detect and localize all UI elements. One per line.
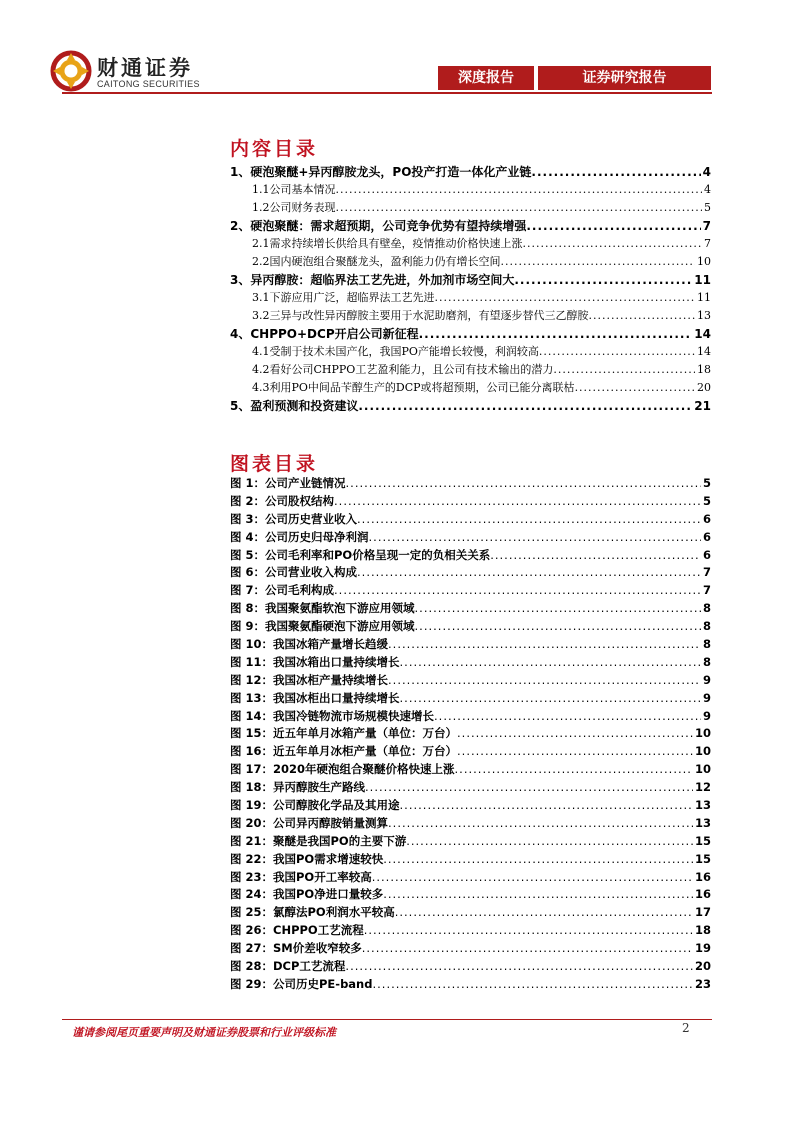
leader-dots	[388, 672, 701, 690]
figure-entry-page: 13	[694, 798, 711, 813]
figure-entry-label: 图 12：我国冰柜产量持续增长	[230, 672, 389, 687]
logo-emblem-icon	[50, 50, 92, 92]
leader-dots	[419, 325, 693, 343]
toc-entry-number: 4.1	[252, 345, 270, 358]
leader-dots	[362, 940, 693, 958]
figure-entry-label: 图 9：我国聚氨酯硬泡下游应用领域	[230, 619, 415, 634]
figure-list	[230, 475, 711, 994]
figure-entry-label: 图 15：近五年单月冰箱产量（单位：万台）	[230, 726, 458, 741]
footer-divider	[62, 1019, 712, 1020]
figure-list-entry[interactable]	[230, 904, 711, 922]
leader-dots	[501, 253, 696, 271]
figure-entry-page: 18	[694, 923, 711, 938]
toc-entry-label: 下游应用广泛，超临界法工艺先进	[269, 291, 435, 304]
leader-dots	[364, 922, 693, 940]
figure-entry-page: 9	[702, 690, 711, 705]
figure-list-entry[interactable]	[230, 833, 711, 851]
figure-entry-label: 图 21：聚醚是我国PO的主要下游	[230, 833, 407, 848]
toc-entry-label: 看好公司CHPPO工艺盈利能力，且公司有技术输出的潜力	[269, 363, 554, 376]
figure-list-entry[interactable]	[230, 582, 711, 600]
toc-entry-page: 7	[702, 219, 711, 233]
toc-entry-page: 14	[697, 345, 711, 358]
figure-entry-page: 8	[702, 637, 711, 652]
toc-title: 内容目录	[230, 138, 319, 160]
figure-list-entry[interactable]	[230, 958, 711, 976]
company-name-en: CAITONG SECURITIES	[97, 79, 200, 89]
figure-entry-label: 图 7：公司毛利构成	[230, 583, 335, 598]
figure-list-entry[interactable]	[230, 743, 711, 761]
leader-dots	[372, 976, 693, 994]
toc-entry-page: 5	[704, 201, 711, 214]
leader-dots	[490, 547, 701, 565]
header-divider	[62, 92, 712, 94]
figure-list-entry[interactable]	[230, 869, 711, 887]
figure-list-entry[interactable]	[230, 511, 711, 529]
toc-entry-page: 18	[697, 363, 711, 376]
leader-dots	[369, 529, 701, 547]
toc-entry-page: 4	[702, 165, 711, 179]
leader-dots	[455, 761, 693, 779]
leader-dots	[357, 511, 701, 529]
figure-entry-label: 图 14：我国冷链物流市场规模快速增长	[230, 708, 435, 723]
toc-entry-page: 21	[694, 399, 711, 413]
leader-dots	[514, 271, 692, 289]
leader-dots	[400, 690, 701, 708]
toc-entry-number: 2.1	[252, 237, 270, 250]
toc-section-entry[interactable]	[230, 181, 711, 199]
toc-entry-label: 盈利预测和投资建议	[250, 399, 359, 413]
toc-entry-number: 1.2	[252, 201, 270, 214]
figure-entry-page: 19	[694, 941, 711, 956]
figure-entry-label: 图 29：公司历史PE-band	[230, 976, 373, 991]
figure-entry-page: 6	[702, 511, 711, 526]
toc-entry-label: 公司财务表现	[269, 201, 336, 214]
figure-entry-page: 9	[702, 708, 711, 723]
figure-entry-label: 图 11：我国冰箱出口量持续增长	[230, 654, 400, 669]
leader-dots	[575, 379, 695, 397]
figure-entry-page: 16	[694, 869, 711, 884]
figure-entry-page: 8	[702, 654, 711, 669]
figure-entry-label: 图 18：异丙醇胺生产路线	[230, 780, 366, 795]
toc-section-entry[interactable]	[230, 199, 711, 217]
figure-list-entry[interactable]	[230, 564, 711, 582]
figure-entry-page: 16	[694, 887, 711, 902]
figure-list-entry[interactable]	[230, 761, 711, 779]
leader-dots	[553, 361, 695, 379]
figure-entry-page: 10	[694, 744, 711, 759]
page-number: 2	[682, 1021, 690, 1035]
toc-section-entry[interactable]	[230, 379, 711, 397]
leader-dots	[358, 397, 692, 415]
figure-entry-label: 图 27：SM价差收窄较多	[230, 941, 362, 956]
toc-entry-page: 4	[704, 183, 711, 196]
figure-entry-label: 图 6：公司营业收入构成	[230, 565, 358, 580]
toc-section-entry[interactable]	[230, 307, 711, 325]
leader-dots	[457, 743, 693, 761]
leader-dots	[372, 869, 693, 887]
toc-chapter-entry[interactable]	[230, 397, 711, 415]
figure-entry-label: 图 8：我国聚氨酯软泡下游应用领域	[230, 601, 415, 616]
figure-entry-label: 图 2：公司股权结构	[230, 493, 335, 508]
figure-entry-page: 8	[702, 619, 711, 634]
leader-dots	[400, 654, 701, 672]
figure-entry-label: 图 17：2020年硬泡组合聚醚价格快速上涨	[230, 762, 455, 777]
figure-entry-page: 6	[702, 529, 711, 544]
figure-entry-page: 20	[694, 959, 711, 974]
figure-list-entry[interactable]	[230, 672, 711, 690]
toc-entry-label: 硬泡聚醚+异丙醇胺龙头，PO投产打造一体化产业链	[250, 165, 532, 179]
figure-entry-label: 图 24：我国PO净进口量较多	[230, 887, 384, 902]
leader-dots	[395, 904, 693, 922]
figure-list-entry[interactable]	[230, 976, 711, 994]
figure-list-entry[interactable]	[230, 815, 711, 833]
header-tags	[438, 66, 711, 90]
figure-entry-label: 图 26：CHPPO工艺流程	[230, 923, 364, 938]
toc-entry-page: 13	[697, 309, 711, 322]
leader-dots	[383, 851, 693, 869]
leader-dots	[383, 886, 693, 904]
figure-entry-label: 图 4：公司历史归母净利润	[230, 529, 369, 544]
leader-dots	[589, 307, 696, 325]
toc-entry-label: 硬泡聚醚：需求超预期，公司竞争优势有望持续增强	[250, 219, 527, 233]
leader-dots	[526, 217, 700, 235]
figure-entry-label: 图 10：我国冰箱产量增长趋缓	[230, 637, 389, 652]
toc-entry-page: 7	[704, 237, 711, 250]
figure-entry-page: 17	[694, 905, 711, 920]
toc-chapter-entry[interactable]	[230, 325, 711, 343]
figure-entry-page: 9	[702, 672, 711, 687]
leader-dots	[357, 564, 701, 582]
toc-entry-page: 11	[694, 273, 711, 287]
figure-entry-page: 15	[694, 833, 711, 848]
figure-list-entry[interactable]	[230, 493, 711, 511]
toc-chapter-entry[interactable]	[230, 163, 711, 181]
toc-entry-label: 受制于技术未国产化，我国PO产能增长较慢，利润较高	[269, 345, 539, 358]
leader-dots	[539, 343, 695, 361]
figure-list-entry[interactable]	[230, 886, 711, 904]
figure-entry-page: 5	[702, 493, 711, 508]
toc-chapter-entry[interactable]	[230, 271, 711, 289]
figure-entry-label: 图 3：公司历史营业收入	[230, 511, 358, 526]
toc-entry-label: 利用PO中间品苄醇生产的DCP或将超预期，公司已能分离联枯	[269, 381, 575, 394]
figure-entry-page: 13	[694, 815, 711, 830]
figure-list-entry[interactable]	[230, 636, 711, 654]
toc-entry-label: 国内硬泡组合聚醚龙头，盈利能力仍有增长空间	[269, 255, 501, 268]
toc-entry-number: 3.2	[252, 309, 270, 322]
leader-dots	[415, 618, 701, 636]
toc-entry-label: CHPPO+DCP开启公司新征程	[250, 327, 419, 341]
figure-entry-page: 10	[694, 726, 711, 741]
toc-entry-label: 公司基本情况	[269, 183, 336, 196]
leader-dots	[334, 582, 701, 600]
leader-dots	[346, 475, 701, 493]
figure-list-entry[interactable]	[230, 654, 711, 672]
leader-dots	[415, 600, 701, 618]
toc-section-entry[interactable]	[230, 343, 711, 361]
leader-dots	[400, 797, 693, 815]
figure-entry-label: 图 13：我国冰柜出口量持续增长	[230, 690, 400, 705]
toc-entry-number: 4、	[230, 327, 251, 341]
leader-dots	[336, 199, 703, 217]
toc-entry-label: 异丙醇胺：超临界法工艺先进，外加剂市场空间大	[250, 273, 515, 287]
figure-list-entry[interactable]	[230, 600, 711, 618]
figure-entry-label: 图 22：我国PO需求增速较快	[230, 851, 384, 866]
company-name: 财通证券	[97, 56, 193, 80]
figure-entry-page: 8	[702, 601, 711, 616]
toc-entry-page: 10	[697, 255, 711, 268]
toc-entry-number: 5、	[230, 399, 251, 413]
figure-entry-label: 图 16：近五年单月冰柜产量（单位：万台）	[230, 744, 458, 759]
leader-dots	[345, 958, 693, 976]
figure-list-entry[interactable]	[230, 529, 711, 547]
leader-dots	[388, 636, 701, 654]
toc-entry-number: 2、	[230, 219, 251, 233]
toc-entry-number: 1.1	[252, 183, 270, 196]
toc-entry-number: 2.2	[252, 255, 270, 268]
toc-section-entry[interactable]	[230, 361, 711, 379]
figure-list-entry[interactable]	[230, 922, 711, 940]
toc-entry-number: 3.1	[252, 291, 270, 304]
leader-dots	[523, 235, 703, 253]
figure-entry-label: 图 5：公司毛利率和PO价格呈现一定的负相关关系	[230, 547, 491, 562]
toc-entry-number: 4.2	[252, 363, 270, 376]
toc-section-entry[interactable]	[230, 253, 711, 271]
leader-dots	[531, 163, 700, 181]
toc-entry-page: 20	[697, 381, 711, 394]
figure-entry-page: 15	[694, 851, 711, 866]
figure-list-entry[interactable]	[230, 851, 711, 869]
figure-list-entry[interactable]	[230, 475, 711, 493]
toc-entry-label: 需求持续增长供给具有壁垒，疫情推动价格快速上涨	[269, 237, 523, 250]
figure-entry-page: 7	[702, 565, 711, 580]
toc-entry-page: 11	[697, 291, 711, 304]
toc-entry-number: 4.3	[252, 381, 270, 394]
table-of-contents	[230, 163, 711, 415]
figure-list-entry[interactable]	[230, 547, 711, 565]
figure-list-entry[interactable]	[230, 779, 711, 797]
figure-entry-page: 12	[694, 780, 711, 795]
footer-disclaimer[interactable]: 谨请参阅尾页重要声明及财通证券股票和行业评级标准	[72, 1026, 336, 1039]
figure-list-entry[interactable]	[230, 690, 711, 708]
leader-dots	[457, 725, 693, 743]
toc-section-entry[interactable]	[230, 235, 711, 253]
figure-list-entry[interactable]	[230, 618, 711, 636]
toc-section-entry[interactable]	[230, 289, 711, 307]
figure-list-entry[interactable]	[230, 940, 711, 958]
leader-dots	[334, 493, 701, 511]
toc-entry-number: 1、	[230, 165, 251, 179]
report-category-tag: 证券研究报告	[538, 66, 711, 90]
toc-entry-label: 三异与改性异丙醇胺主要用于水泥助磨剂，有望逐步替代三乙醇胺	[269, 309, 589, 322]
leader-dots	[434, 708, 701, 726]
figure-entry-label: 图 28：DCP工艺流程	[230, 959, 346, 974]
toc-entry-page: 14	[694, 327, 711, 341]
figure-list-entry[interactable]	[230, 708, 711, 726]
leader-dots	[336, 181, 703, 199]
figure-entry-label: 图 19：公司醇胺化学品及其用途	[230, 798, 400, 813]
leader-dots	[435, 289, 696, 307]
figure-list-entry[interactable]	[230, 797, 711, 815]
leader-dots	[406, 833, 693, 851]
figure-entry-label: 图 1：公司产业链情况	[230, 476, 346, 490]
figure-list-title: 图表目录	[230, 453, 319, 475]
leader-dots	[365, 779, 693, 797]
report-type-tag: 深度报告	[438, 66, 534, 90]
toc-entry-number: 3、	[230, 273, 251, 287]
figure-entry-page: 7	[702, 583, 711, 598]
figure-entry-label: 图 20：公司异丙醇胺销量测算	[230, 815, 389, 830]
company-logo	[50, 50, 210, 94]
leader-dots	[388, 815, 693, 833]
figure-list-entry[interactable]	[230, 725, 711, 743]
figure-entry-label: 图 25：氯醇法PO利润水平较高	[230, 905, 395, 920]
figure-entry-label: 图 23：我国PO开工率较高	[230, 869, 372, 884]
figure-entry-page: 6	[702, 547, 711, 562]
toc-chapter-entry[interactable]	[230, 217, 711, 235]
figure-entry-page: 23	[694, 976, 711, 991]
figure-entry-page: 5	[702, 476, 711, 490]
figure-entry-page: 10	[694, 762, 711, 777]
